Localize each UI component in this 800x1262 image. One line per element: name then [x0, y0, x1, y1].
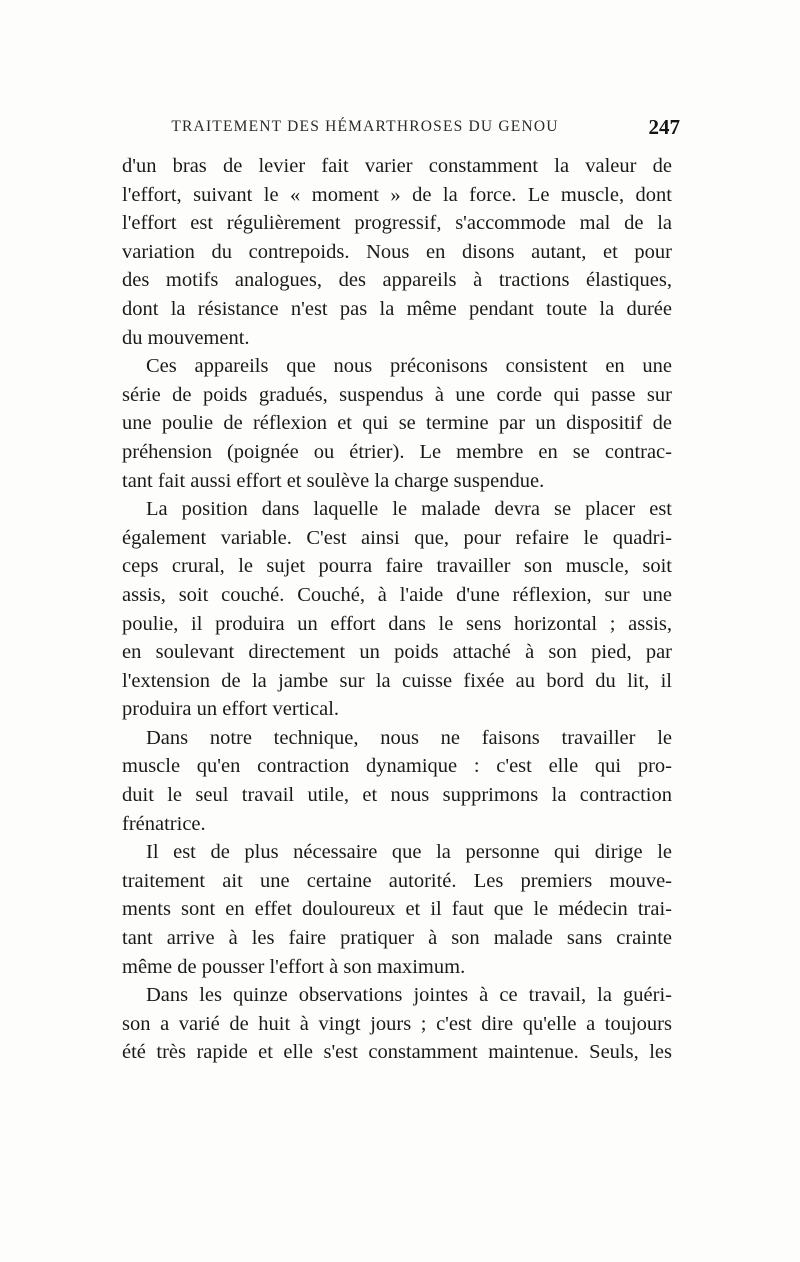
text-line: des motifs analogues, des appareils à tractions élastiques,	[122, 269, 672, 292]
text-line: ments sont en effet douloureux et il faut que le médecin trai-	[122, 898, 672, 921]
text-line: ceps crural, le sujet pourra faire travailler son muscle, soit	[122, 555, 672, 578]
text-line: son a varié de huit à vingt jours ; c'est dire qu'elle a toujours	[122, 1012, 672, 1035]
text-line: produira un effort vertical.	[122, 698, 340, 721]
text-line: tant fait aussi effort et soulève la charge suspendue.	[122, 469, 545, 492]
text-line: une poulie de réflexion et qui se termine par un dispositif de	[122, 412, 672, 435]
body-text	[122, 152, 672, 1067]
text-line: l'effort est régulièrement progressif, s'accommode mal de la	[122, 212, 672, 235]
text-line: duit le seul travail utile, et nous supprimons la contraction	[122, 784, 672, 807]
text-line: été très rapide et elle s'est constamment maintenue. Seuls, les	[122, 1041, 672, 1064]
text-line: tant arrive à les faire pratiquer à son malade sans crainte	[122, 927, 672, 950]
text-line: Il est de plus nécessaire que la personne qui dirige le	[146, 841, 672, 864]
text-line: traitement ait une certaine autorité. Les premiers mouve-	[122, 869, 672, 892]
text-line: La position dans laquelle le malade devra se placer est	[146, 498, 672, 521]
text-line: même de pousser l'effort à son maximum.	[122, 955, 466, 978]
page-number: 247	[648, 115, 680, 139]
text-line: assis, soit couché. Couché, à l'aide d'une réflexion, sur une	[122, 583, 672, 606]
text-line: l'extension de la jambe sur la cuisse fixée au bord du lit, il	[122, 669, 672, 692]
text-line: préhension (poignée ou étrier). Le membre en se contrac-	[122, 440, 672, 463]
text-line: poulie, il produira un effort dans le sens horizontal ; assis,	[122, 612, 672, 635]
text-line: du mouvement.	[122, 326, 250, 349]
text-line: série de poids gradués, suspendus à une corde qui passe sur	[122, 383, 672, 406]
page-header	[120, 115, 680, 142]
text-line: Ces appareils que nous préconisons consistent en une	[146, 355, 672, 378]
text-line: d'un bras de levier fait varier constamment la valeur de	[122, 155, 672, 177]
text-line: Dans les quinze observations jointes à ce travail, la guéri-	[146, 984, 672, 1007]
text-line: en soulevant directement un poids attaché à son pied, par	[122, 641, 672, 664]
text-line: variation du contrepoids. Nous en disons autant, et pour	[122, 240, 672, 263]
text-line: dont la résistance n'est pas la même pendant toute la durée	[122, 297, 672, 320]
text-line: l'effort, suivant le « moment » de la force. Le muscle, dont	[122, 183, 672, 206]
text-line: frénatrice.	[122, 812, 206, 835]
running-head: TRAITEMENT DES HÉMARTHROSES DU GENOU	[171, 118, 559, 135]
text-line: Dans notre technique, nous ne faisons travailler le	[146, 726, 672, 749]
text-line: également variable. C'est ainsi que, pour refaire le quadri-	[122, 526, 672, 549]
text-line: muscle qu'en contraction dynamique : c'est elle qui pro-	[122, 755, 672, 778]
